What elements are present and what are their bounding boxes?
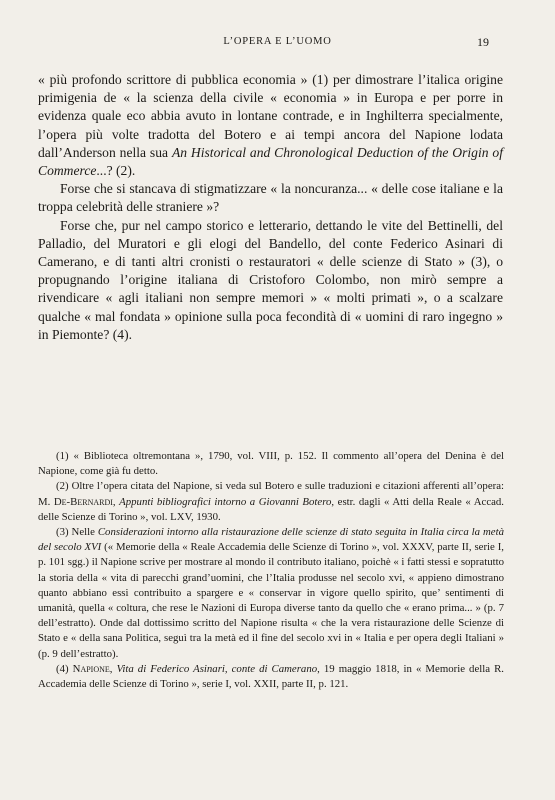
footnote-4-work-title: Vita di Federico Asinari, conte di Camerano	[116, 662, 318, 675]
paragraph-3: Forse che, pur nel campo storico e letterario, dettando le vite del Bettinelli, del Palladio, del Muratori e gli elogi del Bandello, del conte Federico Asinari di Camerano, e di tanti altri cronisti o restauratori « delle scienze di Stato » (3), o propugnando l’origine italiana di Cristoforo Colombo, non mirò sempre a rivendicare « agli italiani non sempre memori » « molti primati », o a scalzare qualche « mal fondata » opinione sulla poca fecondità di « uomini di raro ingegno » in Piemonte? (4).	[38, 217, 503, 342]
footnote-2-text-c: , estr. dagli « Atti della Reale « Accad. delle Scienze di Torino », vol. LXV, 1930.	[38, 495, 505, 523]
footnote-2-work-title: Appunti bibliografici intorno a Giovanni Botero	[119, 495, 332, 508]
footnote-3-text-b: (« Memorie della « Reale Accademia delle Scienze di Torino », vol. XXXV, parte II, serie I, p. 101 sgg.) il Napione scrive per mostrare al mondo il contributo italiano, poichè « i fatti stessi e sopratutto la storia della « vita di parecchi grand’uomini, che l’Italia produsse nel secolo xvi, « appieno dimostrano quanto abbiano essi contribuito a spargere e « conservar in vigore quello spirito, que’ sentimenti di umanità, quella « coltura, che rese le Nazioni di Europa diverse tanto da quello che « erano prima... » (p. 7 dell’estratto). Onde dal dottissimo scritto del Napione risulta « che la vera ristaurazione delle Scienze di Stato e « della sana Politica, seguì tra la metà ed il fine del secolo xvi in « Italia e per opera degli Italiani » (p. 9 dell’estratto).	[38, 541, 504, 660]
paragraph-2: Forse che si stancava di stigmatizzare « la noncuranza... « delle cose italiane e la troppa celebrità delle straniere »?	[38, 181, 503, 215]
footnote-4-text-c: , 19 maggio 1818, in « Memorie della R. Accademia delle Scienze di Torino », serie I, vol. XXII, parte II, p. 121.	[38, 662, 505, 691]
running-head	[38, 36, 517, 50]
running-title: L’OPERA E L’UOMO	[223, 36, 332, 47]
footnote-1: (1) « Biblioteca oltremontana », 1790, vol. VIII, p. 152. Il commento all’opera del Denina è del Napione, come già fu detto.	[38, 450, 504, 478]
footnote-3-work-title: Considerazioni intorno alla ristaurazione delle scienze di stato seguita in Italia circa la metà del secolo XVI	[38, 526, 504, 554]
paragraph-1	[38, 71, 503, 180]
footnote-2-text-b: ,	[112, 495, 120, 508]
anderson-book-title: An Historical and Chronological Deduction of the Origin of Commerce	[38, 144, 503, 179]
paragraph-1-text-a: « più profondo scrittore di pubblica economia » (1) per dimostrare l’italica origine primigenia de « la scienza della civile « economia » in Europa e per porre in evidenza quale eco abbia avuto in lontane contrade, e in Inghilterra specialmente, l’opera più volte tradotta del Botero e ai tempi ancora del Napione lodata dall’Anderson nella sua	[38, 72, 503, 160]
footnote-4-author: Napione	[72, 662, 110, 675]
footnote-2-text-a: (2) Oltre l’opera citata del Napione, si veda sul Botero e sulle traduzioni e citazioni afferenti all’opera: M.	[38, 480, 504, 508]
footnote-2-author: De-Bernardi	[53, 495, 113, 508]
main-text	[38, 71, 503, 344]
footnote-3	[38, 525, 504, 662]
footnotes	[38, 449, 504, 692]
footnote-4	[38, 662, 504, 692]
page-number: 19	[477, 35, 489, 49]
footnote-2	[38, 479, 504, 525]
footnote-4-text-b: ,	[109, 662, 117, 675]
footnote-3-text-a: (3) Nelle	[56, 526, 98, 539]
footnote-4-text-a: (4)	[56, 662, 73, 675]
paragraph-1-text-b: ...? (2).	[96, 163, 136, 179]
